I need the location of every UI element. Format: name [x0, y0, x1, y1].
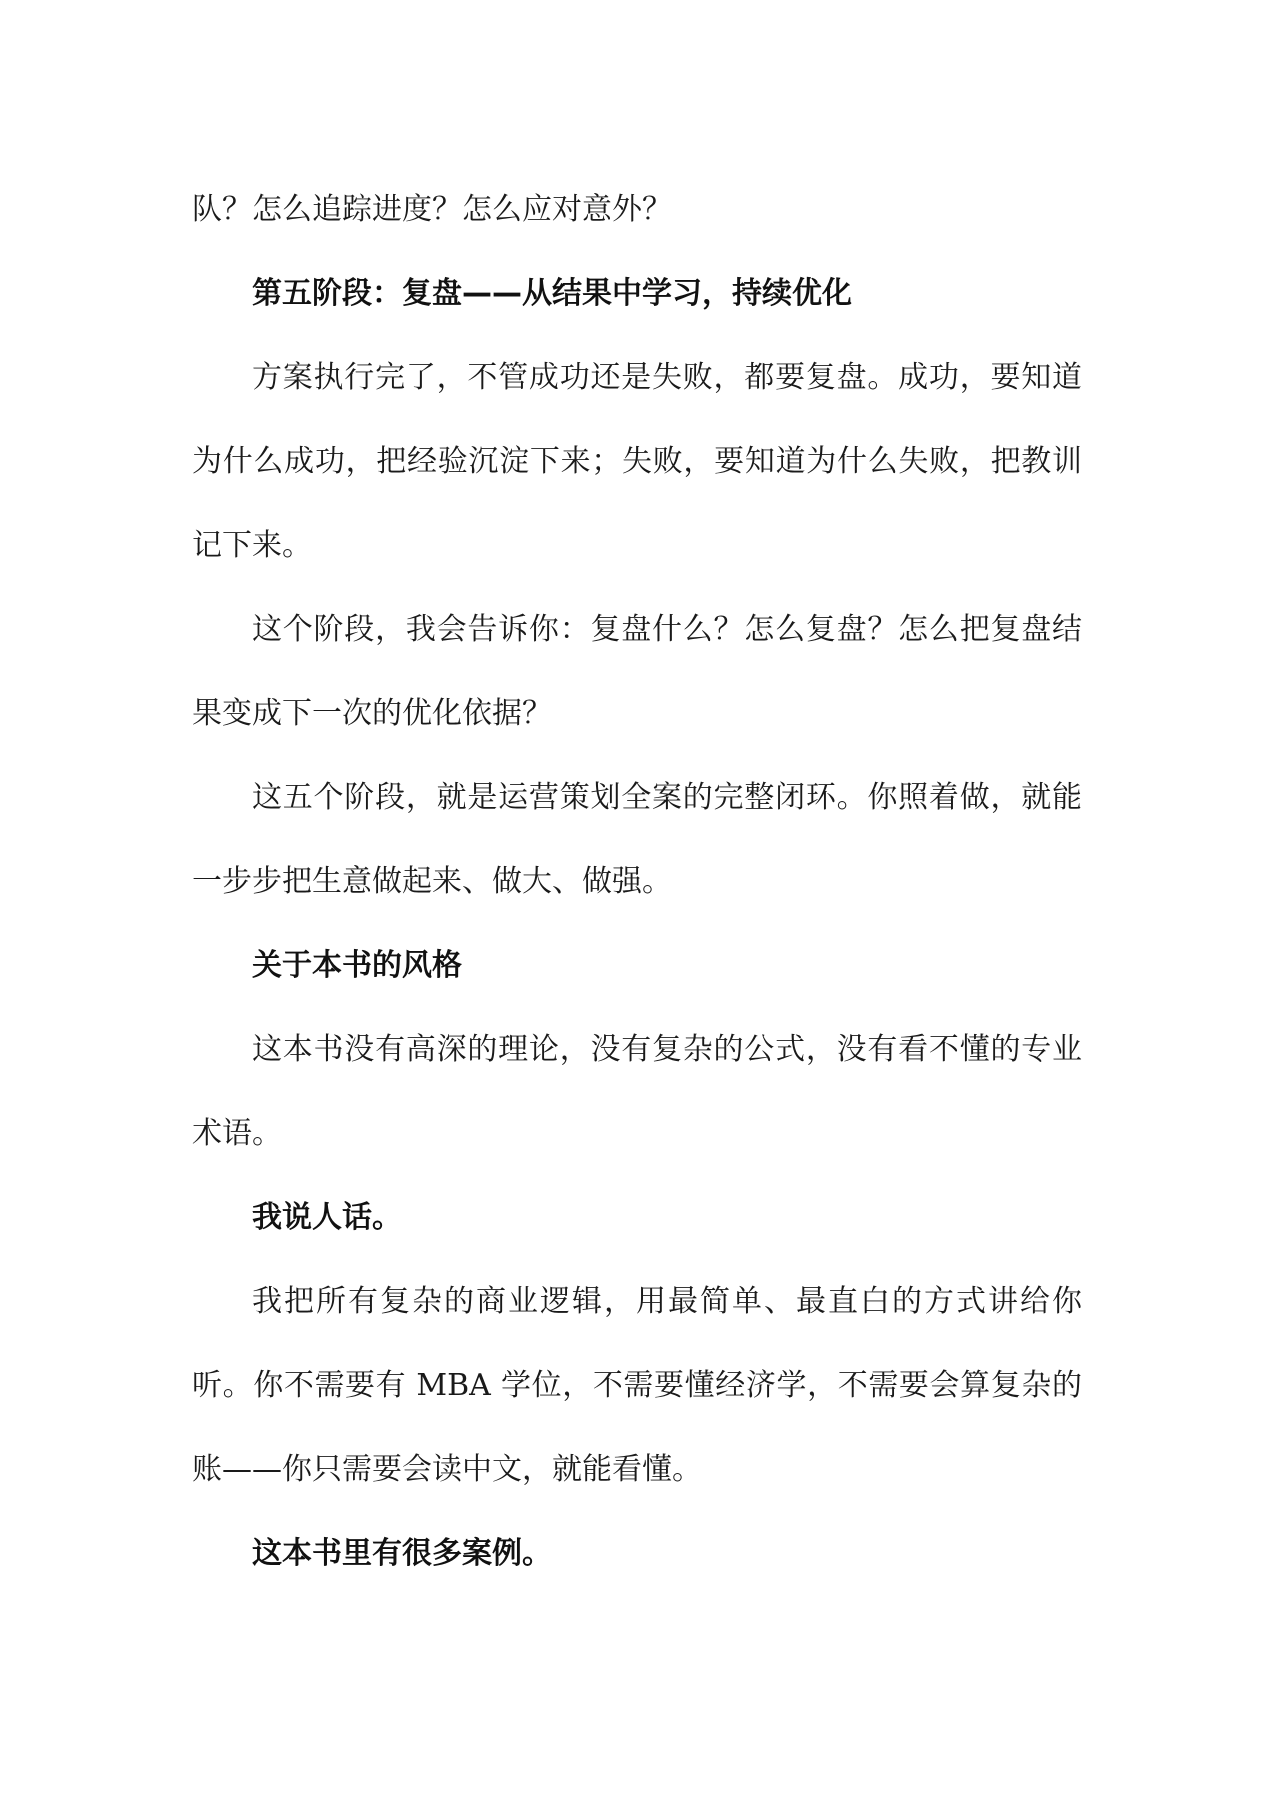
document-body [192, 168, 1082, 1596]
section-heading-stage-five: 第五阶段：复盘——从结果中学习，持续优化 [252, 276, 852, 311]
paragraph-review-how: 这个阶段，我会告诉你：复盘什么？怎么复盘？怎么把复盘结果变成下一次的优化依据？ [192, 612, 1082, 731]
paragraph-review: 方案执行完了，不管成功还是失败，都要复盘。成功，要知道为什么成功，把经验沉淀下来；失败，要知道为什么失败，把教训记下来。 [192, 360, 1082, 563]
paragraph-continuation: 队？怎么追踪进度？怎么应对意外？ [192, 192, 672, 227]
paragraph-simple-explanation: 我把所有复杂的商业逻辑，用最简单、最直白的方式讲给你听。你不需要有 MBA 学位，不需要懂经济学，不需要会算复杂的账——你只需要会读中文，就能看懂。 [192, 1284, 1082, 1487]
paragraph-five-stages: 这五个阶段，就是运营策划全案的完整闭环。你照着做，就能一步步把生意做起来、做大、做强。 [192, 780, 1082, 899]
bold-line-plain-talk: 我说人话。 [252, 1200, 402, 1235]
section-heading-book-style: 关于本书的风格 [252, 948, 462, 983]
paragraph-no-theory: 这本书没有高深的理论，没有复杂的公式，没有看不懂的专业术语。 [192, 1032, 1082, 1151]
bold-line-many-cases: 这本书里有很多案例。 [252, 1536, 552, 1571]
